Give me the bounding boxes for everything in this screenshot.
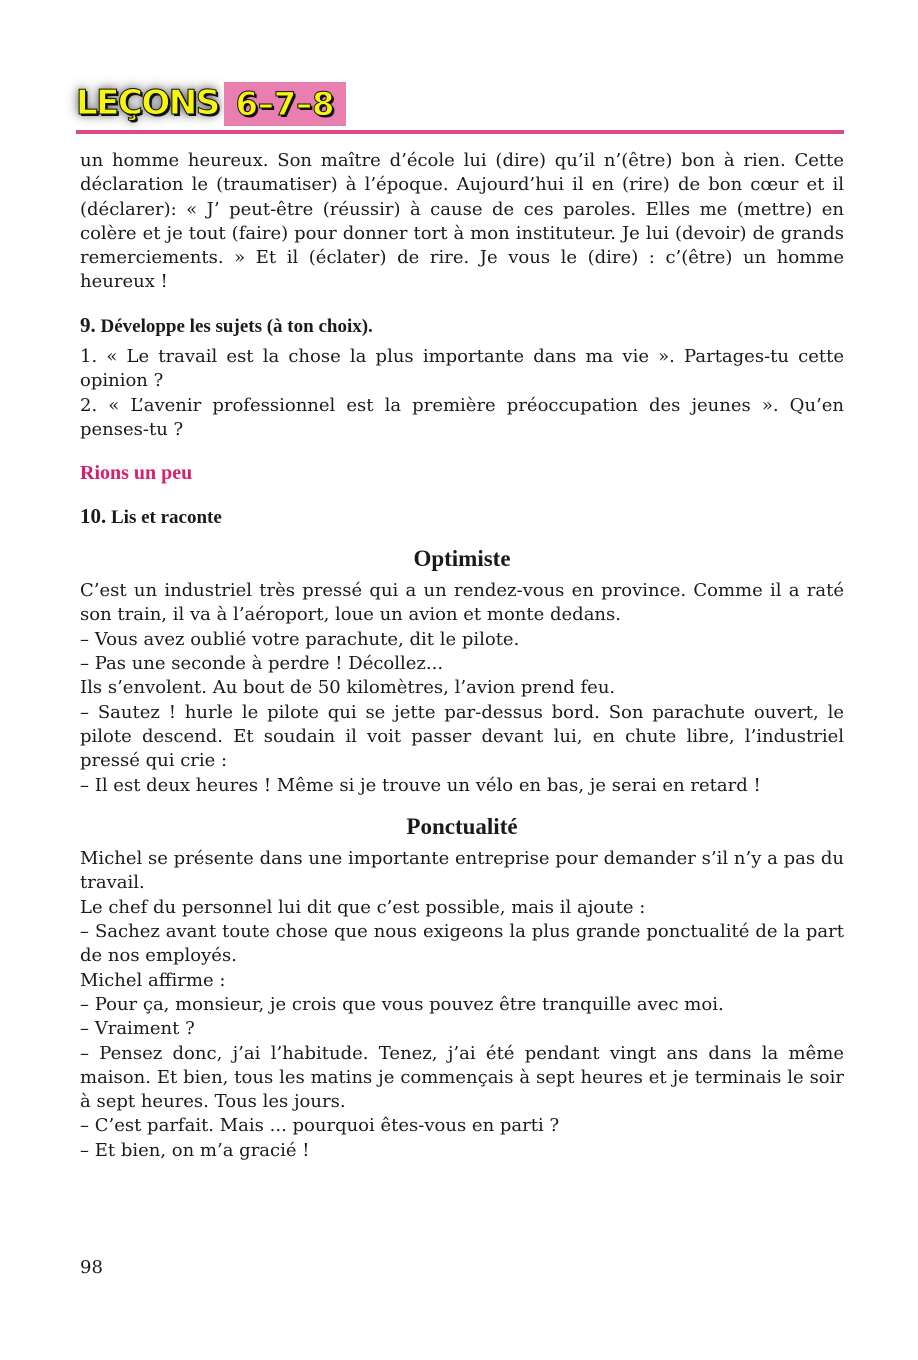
story-title-optimiste: Optimiste xyxy=(413,545,511,571)
page-number: 98 xyxy=(80,1257,103,1278)
story-title-ponctualite: Ponctualité xyxy=(406,813,518,839)
story-line: – Vous avez oublié votre parachute, dit le pilote. xyxy=(80,628,520,650)
story-line: – Pas une seconde à perdre ! Décollez... xyxy=(80,653,444,675)
story-line: – Pour ça, monsieur, je crois que vous pouvez être tranquille avec moi. xyxy=(80,993,724,1015)
story-line: – Il est deux heures ! Même si je trouve un vélo en bas, je serai en retard ! xyxy=(80,774,761,796)
header-rule xyxy=(76,130,844,134)
exercise-9-heading xyxy=(80,313,844,339)
exercise-9-item-1: 1. « Le travail est la chose la plus importante dans ma vie ». Partages-tu cette opinion ? xyxy=(80,346,844,392)
story-line: Ils s’envolent. Au bout de 50 kilomètres, l’avion prend feu. xyxy=(80,677,616,699)
exercise-number: 9. xyxy=(80,312,96,337)
story-line: – Et bien, on m’a gracié ! xyxy=(80,1139,310,1161)
lesson-number-badge: 6–7–8 xyxy=(224,82,346,126)
page-content xyxy=(80,149,844,1163)
intro-paragraph: un homme heureux. Son maître d’école lui (dire) qu’il n’(être) bon à rien. Cette déclaration le (traumatiser) à l’époque. Aujourd’hui il en (rire) de bon cœur et il (déclarer): « J’ peut-être (réussir) à cause de ces paroles. Elles me (mettre) en colère et je tout (faire) pour donner tort à mon instituteur. Je lui (devoir) de grands remerciements. » Et il (éclater) de rire. Je vous le (dire) : c’(être) un homme heureux ! xyxy=(80,150,844,293)
story-line: – Pensez donc, j’ai l’habitude. Tenez, j’ai été pendant vingt ans dans la même maison. Et bien, tous les matins je commençais à sept heures et je terminais le soir à sept heures. Tous les jours. xyxy=(80,1042,844,1113)
story-line: Le chef du personnel lui dit que c’est possible, mais il ajoute : xyxy=(80,896,646,918)
story-line: – Sautez ! hurle le pilote qui se jette par-dessus bord. Son parachute ouvert, le pilote descend. Et soudain il voit passer devant lui, en chute libre, l’industriel pressé qui crie : xyxy=(80,701,844,772)
lecons-title: LEÇONS xyxy=(76,83,219,123)
story-line: Michel se présente dans une importante entreprise pour demander s’il n’y a pas du travail. xyxy=(80,848,844,894)
section-title: Rions un peu xyxy=(80,462,193,485)
exercise-number: 10. xyxy=(80,503,107,528)
exercise-9-item-2: 2. « L’avenir professionnel est la première préoccupation des jeunes ». Qu’en penses-tu ? xyxy=(80,394,844,440)
exercise-instruction: Lis et raconte xyxy=(111,506,222,528)
story-line: C’est un industriel très pressé qui a un rendez-vous en province. Comme il a raté son train, il va à l’aéroport, loue un avion et monte dedans. xyxy=(80,580,844,626)
story-line: – Vraiment ? xyxy=(80,1018,195,1040)
story-line: – Sachez avant toute chose que nous exigeons la plus grande ponctualité de la part de nos employés. xyxy=(80,921,844,967)
exercise-10-heading xyxy=(80,504,844,530)
story-line: – C’est parfait. Mais ... pourquoi êtes-vous en parti ? xyxy=(80,1115,560,1137)
story-line: Michel affirme : xyxy=(80,969,226,991)
exercise-instruction: Développe les sujets (à ton choix). xyxy=(100,315,373,337)
